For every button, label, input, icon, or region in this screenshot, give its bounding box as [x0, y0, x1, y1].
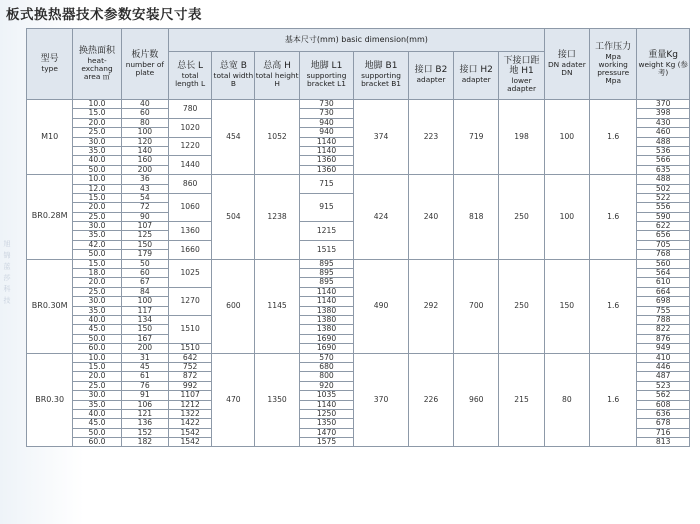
area-cell: 60.0	[73, 438, 121, 447]
weight-cell: 564	[637, 269, 690, 278]
table-row	[27, 353, 690, 362]
adapter-b2-cell: 292	[408, 259, 453, 353]
area-cell: 10.0	[73, 175, 121, 184]
area-cell: 15.0	[73, 109, 121, 118]
weight-cell: 664	[637, 287, 690, 296]
dn-cell: 80	[544, 353, 589, 447]
area-cell: 15.0	[73, 362, 121, 371]
length-cell: 992	[169, 381, 212, 390]
area-cell: 10.0	[73, 100, 121, 109]
area-cell: 35.0	[73, 146, 121, 155]
lower-adapter-h1-cell: 250	[499, 259, 544, 353]
weight-cell: 562	[637, 391, 690, 400]
plates-cell: 200	[121, 344, 168, 353]
area-cell: 25.0	[73, 287, 121, 296]
bracket-l1-cell: 730	[299, 109, 354, 118]
spec-table	[26, 28, 690, 447]
plates-cell: 134	[121, 315, 168, 324]
plates-cell: 179	[121, 250, 168, 259]
area-cell: 20.0	[73, 118, 121, 127]
area-cell: 20.0	[73, 278, 121, 287]
lower-adapter-h1-cell: 198	[499, 100, 544, 175]
plates-cell: 50	[121, 259, 168, 268]
bracket-b1-cell: 370	[354, 353, 409, 447]
plates-cell: 91	[121, 391, 168, 400]
plates-cell: 72	[121, 203, 168, 212]
length-cell: 1510	[169, 344, 212, 353]
plates-cell: 117	[121, 306, 168, 315]
length-cell: 1025	[169, 259, 212, 287]
plates-cell: 61	[121, 372, 168, 381]
length-cell: 752	[169, 362, 212, 371]
bracket-l1-cell: 1380	[299, 325, 354, 334]
bracket-l1-cell: 895	[299, 269, 354, 278]
weight-cell: 430	[637, 118, 690, 127]
area-cell: 30.0	[73, 222, 121, 231]
header-B: 总宽 B total width B	[212, 52, 255, 100]
weight-cell: 460	[637, 128, 690, 137]
weight-cell: 768	[637, 250, 690, 259]
area-cell: 30.0	[73, 391, 121, 400]
plates-cell: 107	[121, 222, 168, 231]
plates-cell: 100	[121, 297, 168, 306]
plates-cell: 36	[121, 175, 168, 184]
weight-cell: 560	[637, 259, 690, 268]
area-cell: 50.0	[73, 250, 121, 259]
adapter-h2-cell: 700	[454, 259, 499, 353]
plates-cell: 182	[121, 438, 168, 447]
height-cell: 1052	[255, 100, 299, 175]
bracket-l1-cell: 940	[299, 118, 354, 127]
dn-cell: 150	[544, 259, 589, 353]
width-cell: 470	[212, 353, 255, 447]
adapter-b2-cell: 223	[408, 100, 453, 175]
bracket-l1-cell: 1140	[299, 146, 354, 155]
weight-cell: 446	[637, 362, 690, 371]
bracket-l1-cell: 1140	[299, 287, 354, 296]
plates-cell: 120	[121, 137, 168, 146]
weight-cell: 622	[637, 222, 690, 231]
plates-cell: 43	[121, 184, 168, 193]
header-H1: 下接口距地 H1 lower adapter	[499, 52, 544, 100]
area-cell: 20.0	[73, 372, 121, 381]
bracket-l1-cell: 1140	[299, 137, 354, 146]
area-cell: 40.0	[73, 156, 121, 165]
length-cell: 1542	[169, 428, 212, 437]
bracket-l1-cell: 1515	[299, 240, 354, 259]
plates-cell: 76	[121, 381, 168, 390]
plates-cell: 60	[121, 109, 168, 118]
weight-cell: 488	[637, 137, 690, 146]
header-pressure: 工作压力 Mpa working pressure Mpa	[590, 29, 637, 100]
header-L: 总长 L total length L	[169, 52, 212, 100]
area-cell: 30.0	[73, 297, 121, 306]
plates-cell: 200	[121, 165, 168, 174]
bracket-l1-cell: 1360	[299, 156, 354, 165]
weight-cell: 635	[637, 165, 690, 174]
bracket-l1-cell: 1690	[299, 344, 354, 353]
length-cell: 1020	[169, 118, 212, 137]
weight-cell: 656	[637, 231, 690, 240]
weight-cell: 536	[637, 146, 690, 155]
length-cell: 1060	[169, 193, 212, 221]
area-cell: 35.0	[73, 400, 121, 409]
pressure-cell: 1.6	[590, 175, 637, 260]
weight-cell: 678	[637, 419, 690, 428]
header-weight: 重量Kg weight Kg (参考)	[637, 29, 690, 100]
header-dn: 接口 DN adater DN	[544, 29, 589, 100]
weight-cell: 502	[637, 184, 690, 193]
length-cell: 1270	[169, 287, 212, 315]
plates-cell: 100	[121, 128, 168, 137]
plates-cell: 90	[121, 212, 168, 221]
plates-cell: 150	[121, 240, 168, 249]
header-area: 换热面积 heat-exchang area ㎡	[73, 29, 121, 100]
plates-cell: 121	[121, 409, 168, 418]
bracket-l1-cell: 1350	[299, 419, 354, 428]
weight-cell: 822	[637, 325, 690, 334]
bracket-l1-cell: 1250	[299, 409, 354, 418]
length-cell: 1107	[169, 391, 212, 400]
length-cell: 1542	[169, 438, 212, 447]
plates-cell: 67	[121, 278, 168, 287]
bracket-l1-cell: 915	[299, 193, 354, 221]
area-cell: 40.0	[73, 315, 121, 324]
plates-cell: 140	[121, 146, 168, 155]
weight-cell: 705	[637, 240, 690, 249]
weight-cell: 636	[637, 409, 690, 418]
height-cell: 1238	[255, 175, 299, 260]
header-B1: 地脚 B1 supporting bracket B1	[354, 52, 409, 100]
plates-cell: 84	[121, 287, 168, 296]
weight-cell: 410	[637, 353, 690, 362]
length-cell: 872	[169, 372, 212, 381]
header-model: 型号 type	[27, 29, 73, 100]
header-plates: 板片数 number of plate	[121, 29, 168, 100]
weight-cell: 488	[637, 175, 690, 184]
bracket-l1-cell: 895	[299, 259, 354, 268]
area-cell: 30.0	[73, 137, 121, 146]
model-cell: BR0.30	[27, 353, 73, 447]
width-cell: 600	[212, 259, 255, 353]
weight-cell: 876	[637, 334, 690, 343]
area-cell: 10.0	[73, 353, 121, 362]
length-cell: 1322	[169, 409, 212, 418]
adapter-h2-cell: 818	[454, 175, 499, 260]
weight-cell: 949	[637, 344, 690, 353]
weight-cell: 590	[637, 212, 690, 221]
weight-cell: 398	[637, 109, 690, 118]
weight-cell: 813	[637, 438, 690, 447]
bracket-l1-cell: 1360	[299, 165, 354, 174]
adapter-h2-cell: 719	[454, 100, 499, 175]
plates-cell: 60	[121, 269, 168, 278]
bracket-l1-cell: 680	[299, 362, 354, 371]
area-cell: 20.0	[73, 203, 121, 212]
length-cell: 1422	[169, 419, 212, 428]
bracket-l1-cell: 800	[299, 372, 354, 381]
bracket-l1-cell: 940	[299, 128, 354, 137]
length-cell: 1212	[169, 400, 212, 409]
height-cell: 1145	[255, 259, 299, 353]
model-cell: BR0.30M	[27, 259, 73, 353]
model-cell: M10	[27, 100, 73, 175]
area-cell: 50.0	[73, 334, 121, 343]
watermark-text: 旭 锦 蓝 莎 科 技	[3, 240, 11, 305]
bracket-l1-cell: 895	[299, 278, 354, 287]
weight-cell: 608	[637, 400, 690, 409]
plates-cell: 31	[121, 353, 168, 362]
bracket-l1-cell: 715	[299, 175, 354, 194]
weight-cell: 716	[637, 428, 690, 437]
height-cell: 1350	[255, 353, 299, 447]
length-cell: 860	[169, 175, 212, 194]
adapter-h2-cell: 960	[454, 353, 499, 447]
table-body	[27, 100, 690, 447]
header-L1: 地脚 L1 supporting bracket L1	[299, 52, 354, 100]
weight-cell: 522	[637, 193, 690, 202]
header-basic-dimension: 基本尺寸(mm) basic dimension(mm)	[169, 29, 545, 52]
bracket-l1-cell: 570	[299, 353, 354, 362]
bracket-l1-cell: 1035	[299, 391, 354, 400]
width-cell: 454	[212, 100, 255, 175]
area-cell: 50.0	[73, 165, 121, 174]
plates-cell: 136	[121, 419, 168, 428]
area-cell: 50.0	[73, 428, 121, 437]
plates-cell: 160	[121, 156, 168, 165]
adapter-b2-cell: 240	[408, 175, 453, 260]
plates-cell: 167	[121, 334, 168, 343]
bracket-l1-cell: 1380	[299, 306, 354, 315]
weight-cell: 755	[637, 306, 690, 315]
weight-cell: 556	[637, 203, 690, 212]
header-H: 总高 H total height H	[255, 52, 299, 100]
dn-cell: 100	[544, 100, 589, 175]
area-cell: 35.0	[73, 231, 121, 240]
area-cell: 25.0	[73, 212, 121, 221]
bracket-l1-cell: 730	[299, 100, 354, 109]
lower-adapter-h1-cell: 250	[499, 175, 544, 260]
bracket-l1-cell: 1140	[299, 400, 354, 409]
lower-adapter-h1-cell: 215	[499, 353, 544, 447]
area-cell: 18.0	[73, 269, 121, 278]
weight-cell: 487	[637, 372, 690, 381]
plates-cell: 106	[121, 400, 168, 409]
header-B2: 接口 B2 adapter	[408, 52, 453, 100]
bracket-b1-cell: 490	[354, 259, 409, 353]
weight-cell: 523	[637, 381, 690, 390]
width-cell: 504	[212, 175, 255, 260]
length-cell: 642	[169, 353, 212, 362]
bracket-b1-cell: 424	[354, 175, 409, 260]
bracket-l1-cell: 1690	[299, 334, 354, 343]
header-H2: 接口 H2 adapter	[454, 52, 499, 100]
weight-cell: 610	[637, 278, 690, 287]
area-cell: 15.0	[73, 259, 121, 268]
adapter-b2-cell: 226	[408, 353, 453, 447]
area-cell: 60.0	[73, 344, 121, 353]
plates-cell: 54	[121, 193, 168, 202]
area-cell: 25.0	[73, 128, 121, 137]
plates-cell: 80	[121, 118, 168, 127]
bracket-b1-cell: 374	[354, 100, 409, 175]
dn-cell: 100	[544, 175, 589, 260]
bracket-l1-cell: 1215	[299, 222, 354, 241]
area-cell: 35.0	[73, 306, 121, 315]
weight-cell: 788	[637, 315, 690, 324]
weight-cell: 566	[637, 156, 690, 165]
area-cell: 12.0	[73, 184, 121, 193]
plates-cell: 152	[121, 428, 168, 437]
area-cell: 42.0	[73, 240, 121, 249]
bracket-l1-cell: 1140	[299, 297, 354, 306]
bracket-l1-cell: 1575	[299, 438, 354, 447]
length-cell: 780	[169, 100, 212, 119]
plates-cell: 45	[121, 362, 168, 371]
length-cell: 1660	[169, 240, 212, 259]
area-cell: 15.0	[73, 193, 121, 202]
bracket-l1-cell: 1380	[299, 315, 354, 324]
table-row	[27, 100, 690, 109]
plates-cell: 40	[121, 100, 168, 109]
table-row	[27, 175, 690, 184]
table-row	[27, 259, 690, 268]
weight-cell: 370	[637, 100, 690, 109]
bracket-l1-cell: 1470	[299, 428, 354, 437]
area-cell: 45.0	[73, 325, 121, 334]
plates-cell: 150	[121, 325, 168, 334]
page-title: 板式换热器技术参数安装尺寸表	[6, 7, 202, 23]
model-cell: BR0.28M	[27, 175, 73, 260]
length-cell: 1220	[169, 137, 212, 156]
weight-cell: 698	[637, 297, 690, 306]
area-cell: 45.0	[73, 419, 121, 428]
pressure-cell: 1.6	[590, 259, 637, 353]
length-cell: 1360	[169, 222, 212, 241]
length-cell: 1510	[169, 315, 212, 343]
length-cell: 1440	[169, 156, 212, 175]
pressure-cell: 1.6	[590, 353, 637, 447]
bracket-l1-cell: 920	[299, 381, 354, 390]
plates-cell: 125	[121, 231, 168, 240]
area-cell: 40.0	[73, 409, 121, 418]
pressure-cell: 1.6	[590, 100, 637, 175]
area-cell: 25.0	[73, 381, 121, 390]
